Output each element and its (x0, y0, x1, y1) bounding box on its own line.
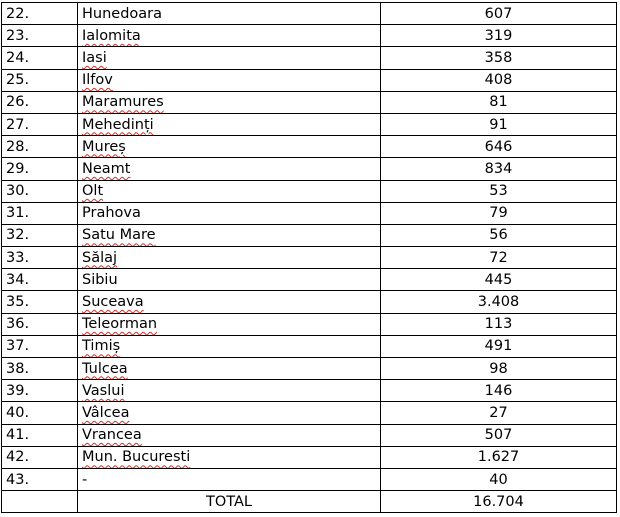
county-cell (78, 313, 381, 335)
table-row (2, 158, 617, 180)
count-value: 56 (381, 224, 617, 246)
row-number: 29. (2, 158, 78, 180)
county-name: Ialomita (82, 27, 141, 44)
total-row (2, 491, 617, 513)
row-number: 25. (2, 69, 78, 91)
count-value: 507 (381, 424, 617, 446)
row-number: 32. (2, 224, 78, 246)
row-number: 31. (2, 202, 78, 224)
county-cell (78, 335, 381, 357)
table-row (2, 313, 617, 335)
total-empty-cell (2, 491, 78, 513)
table-row (2, 47, 617, 69)
table-row (2, 424, 617, 446)
county-name: Mehedinți (82, 116, 154, 133)
row-number: 43. (2, 468, 78, 490)
table-row (2, 335, 617, 357)
county-name: Ilfov (82, 72, 113, 89)
row-number: 33. (2, 247, 78, 269)
county-cell (78, 269, 381, 291)
count-value: 53 (381, 180, 617, 202)
county-cell (78, 3, 381, 25)
table-row (2, 113, 617, 135)
count-value: 91 (381, 113, 617, 135)
row-number: 27. (2, 113, 78, 135)
county-name: Mureș (82, 138, 126, 155)
row-number: 28. (2, 136, 78, 158)
row-number: 41. (2, 424, 78, 446)
count-value: 607 (381, 3, 617, 25)
county-name: Maramures (82, 94, 164, 111)
count-value: 491 (381, 335, 617, 357)
count-value: 319 (381, 25, 617, 47)
table-row (2, 91, 617, 113)
county-cell (78, 25, 381, 47)
county-name: Teleorman (82, 316, 158, 333)
county-name: Timiș (82, 338, 121, 355)
table-row (2, 180, 617, 202)
county-name: Suceava (82, 294, 144, 311)
count-value: 646 (381, 136, 617, 158)
county-table (1, 2, 617, 513)
count-value: 834 (381, 158, 617, 180)
count-value: 79 (381, 202, 617, 224)
count-value: 81 (381, 91, 617, 113)
count-value: 445 (381, 269, 617, 291)
county-cell (78, 358, 381, 380)
count-value: 358 (381, 47, 617, 69)
row-number: 30. (2, 180, 78, 202)
row-number: 39. (2, 380, 78, 402)
table-row (2, 136, 617, 158)
table-row (2, 402, 617, 424)
row-number: 37. (2, 335, 78, 357)
county-name: Vrancea (82, 427, 142, 444)
county-name: Mun. Bucuresti (82, 449, 191, 466)
county-cell (78, 136, 381, 158)
table-row (2, 202, 617, 224)
county-cell (78, 47, 381, 69)
row-number: 23. (2, 25, 78, 47)
count-value: 72 (381, 247, 617, 269)
county-cell (78, 380, 381, 402)
total-value: 16.704 (381, 491, 617, 513)
total-label: TOTAL (78, 491, 381, 513)
row-number: 24. (2, 47, 78, 69)
county-name: Sibiu (82, 271, 118, 288)
county-cell (78, 202, 381, 224)
row-number: 34. (2, 269, 78, 291)
table-row (2, 291, 617, 313)
count-value: 3.408 (381, 291, 617, 313)
county-name: Iasi (82, 49, 107, 66)
county-name: Olt (82, 183, 104, 200)
count-value: 27 (381, 402, 617, 424)
table-row (2, 3, 617, 25)
county-cell (78, 291, 381, 313)
count-value: 40 (381, 468, 617, 490)
count-value: 146 (381, 380, 617, 402)
table-row (2, 224, 617, 246)
table-row (2, 358, 617, 380)
county-cell (78, 402, 381, 424)
county-cell (78, 424, 381, 446)
county-cell (78, 158, 381, 180)
county-name: Vaslui (82, 382, 125, 399)
county-name: Satu Mare (82, 227, 156, 244)
table-row (2, 269, 617, 291)
county-name: Hunedoara (82, 5, 163, 22)
row-number: 22. (2, 3, 78, 25)
table-row (2, 247, 617, 269)
county-cell (78, 224, 381, 246)
county-cell (78, 113, 381, 135)
row-number: 36. (2, 313, 78, 335)
county-name: Vâlcea (82, 404, 130, 421)
table-row (2, 69, 617, 91)
count-value: 98 (381, 358, 617, 380)
count-value: 1.627 (381, 446, 617, 468)
count-value: 408 (381, 69, 617, 91)
county-name: Prahova (82, 205, 141, 222)
table-row (2, 380, 617, 402)
table-row (2, 446, 617, 468)
county-name: Tulcea (82, 360, 128, 377)
county-cell (78, 446, 381, 468)
table-body (2, 3, 617, 491)
county-cell (78, 247, 381, 269)
row-number: 26. (2, 91, 78, 113)
row-number: 40. (2, 402, 78, 424)
county-cell (78, 91, 381, 113)
county-name: - (82, 471, 88, 488)
row-number: 42. (2, 446, 78, 468)
table-row (2, 25, 617, 47)
county-cell (78, 69, 381, 91)
row-number: 35. (2, 291, 78, 313)
row-number: 38. (2, 358, 78, 380)
county-cell (78, 180, 381, 202)
county-name: Sălaj (82, 249, 118, 266)
count-value: 113 (381, 313, 617, 335)
table-row (2, 468, 617, 490)
county-name: Neamt (82, 160, 131, 177)
county-cell (78, 468, 381, 490)
